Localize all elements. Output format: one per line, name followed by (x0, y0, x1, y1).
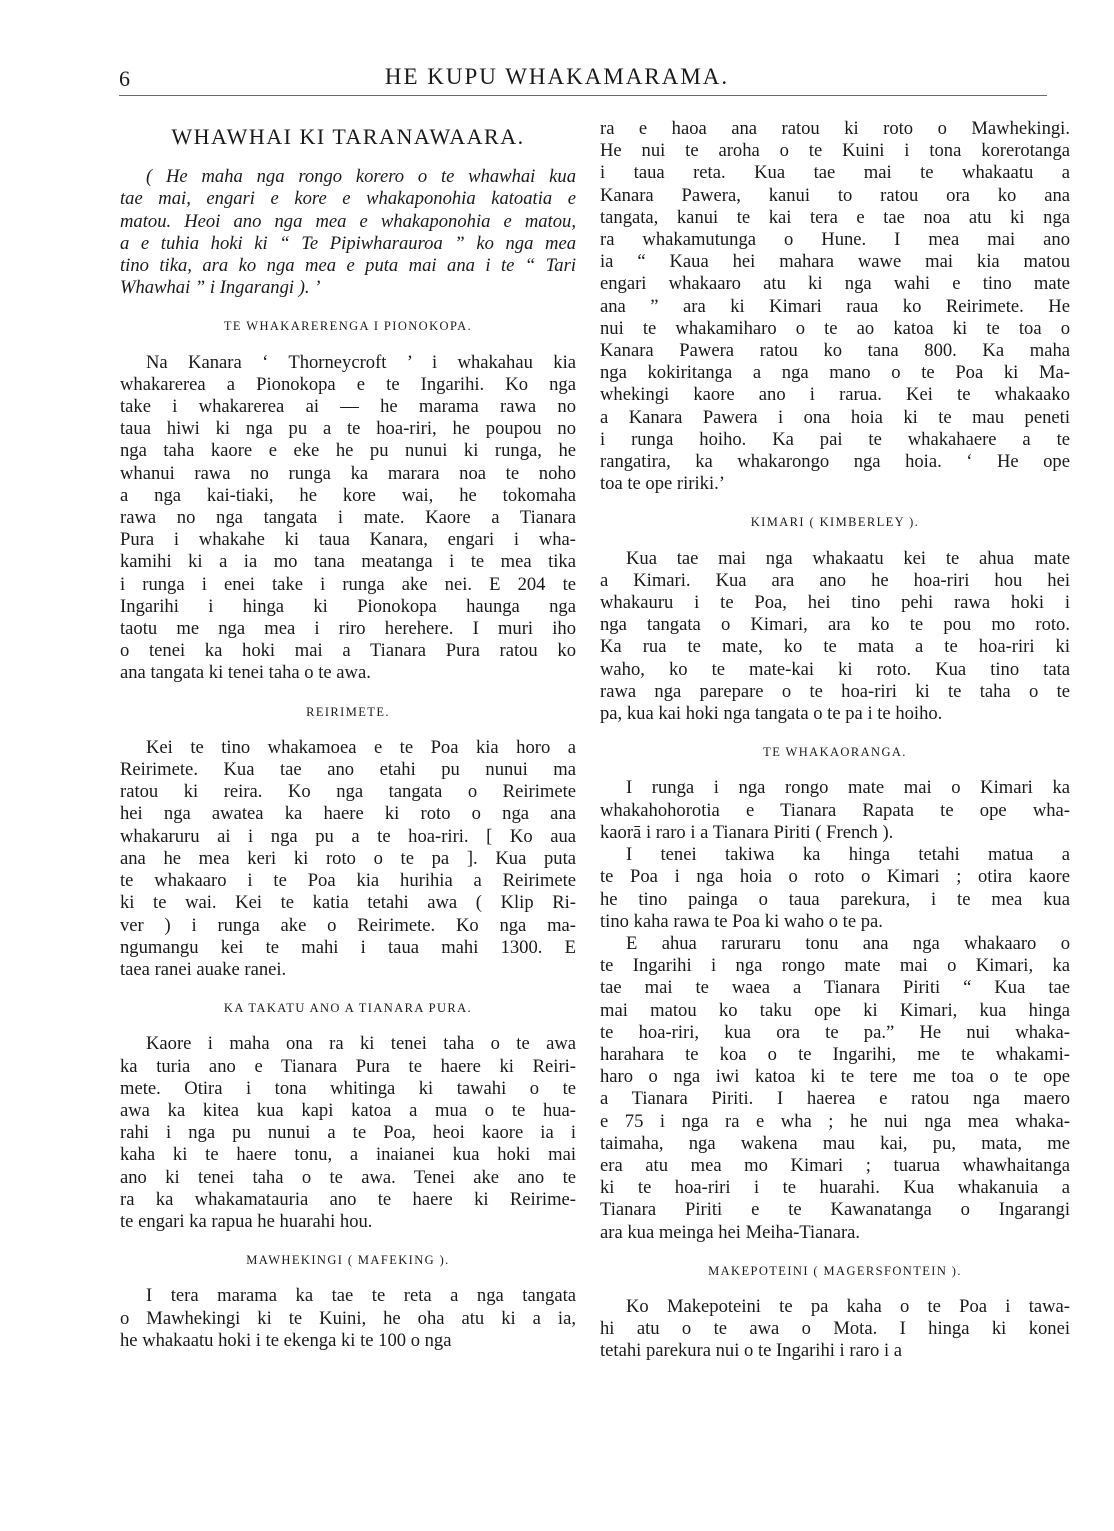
text-line: tae mai, engari e kore e whakaponohia katoatia e (120, 188, 576, 210)
text-line: harahara te koa o te Ingarihi, me te whakami- (600, 1043, 1070, 1065)
text-line: ra ka whakamatauria ano te haere ki Reirime- (120, 1188, 576, 1210)
text-line: Pura i whakahe ki taua Kanara, engari i wha- (120, 529, 576, 551)
text-line: rahi i nga pu nunui a te Poa, heoi kaore ia i (120, 1122, 576, 1144)
text-line: era atu mea mo Kimari ; tuarua whawhaitanga (600, 1154, 1070, 1176)
text-line: awa ka kitea kua kapi katoa a mua o te hua- (120, 1099, 576, 1121)
header-rule (119, 95, 1047, 96)
text-line: te engari ka rapua he huarahi hou. (120, 1210, 373, 1232)
section-heading: MAWHEKINGI ( MAFEKING ). (246, 1253, 450, 1268)
text-line: i taua reta. Kua tae mai te whakaatu a (600, 162, 1070, 184)
text-line: nga kokiritanga a nga mano o te Poa ki Ma- (600, 362, 1070, 384)
section-heading: TE WHAKAORANGA. (763, 745, 907, 760)
text-line: He nui te aroha o te Kuini i tona korerotanga (600, 140, 1070, 162)
text-line: ka turia ano e Tianara Pura te haere ki Reiri- (120, 1055, 576, 1077)
text-line: Kanara Pawera, kanui to ratou ora ko ana (600, 184, 1070, 206)
text-line: E ahua raruraru tonu ana nga whakaaro o (626, 932, 1070, 954)
paragraph (600, 548, 1070, 726)
text-line: pa, kua kai hoki nga tangata o te pa i te hoiho. (600, 703, 943, 725)
running-title: HE KUPU WHAKAMARAMA. (384, 64, 730, 89)
text-line: ver ) i runga ake o Reirimete. Ko nga ma- (120, 914, 576, 936)
paragraph (600, 844, 1070, 933)
text-line: ara kua meinga hei Meiha-Tianara. (600, 1221, 861, 1243)
text-line: he tino painga o taua parekura, i te mea kua (600, 888, 1070, 910)
text-line: rangatira, ka whakarongo nga hoia. ‘ He ope (600, 451, 1070, 473)
text-line: i runga hoiho. Ka pai te whakahaere a te (600, 428, 1070, 450)
text-line: Reirimete. Kua tae ano etahi pu nunui ma (120, 759, 576, 781)
text-line: te Poa i nga hoia o roto o Kimari ; otira kaore (600, 866, 1070, 888)
text-line: nga taha kaore e eke he pu nunui ki runga, he (120, 440, 576, 462)
text-line: whanui rawa no runga ka marara noa te noho (120, 462, 576, 484)
text-line: ngumangu kei te mahi i taua mahi 1300. E (120, 936, 576, 958)
paragraph (120, 737, 576, 981)
text-line: Tianara Piriti e te Kawanatanga o Ingarangi (600, 1199, 1070, 1221)
text-line: I tenei takiwa ka hinga tetahi matua a (626, 844, 1070, 866)
text-line: nui te whakamiharo o te ao katoa ki te toa o (600, 317, 1070, 339)
text-line: Ingarihi i hinga ki Pionokopa haunga nga (120, 595, 576, 617)
text-line: haro o nga iwi katoa ki te tere me toa o te ope (600, 1066, 1070, 1088)
paragraph (120, 1033, 576, 1233)
text-line: ra e haoa ana ratou ki roto o Mawhekingi. (600, 118, 1070, 139)
text-line: tangata, kanui te kai tera e tae noa atu ki nga (600, 206, 1070, 228)
text-line: ana he mea keri ki roto o te pa ]. Kua puta (120, 847, 576, 869)
text-line: whakaruru ai i nga pu a te hoa-riri. [ Ko aua (120, 825, 576, 847)
section-heading: KA TAKATU ANO A TIANARA PURA. (223, 1001, 473, 1016)
article-title: WHAWHAI KI TARANAWAARA. (171, 124, 525, 149)
text-line: tae mai te waea a Tianara Piriti “ Kua tae (600, 977, 1070, 999)
text-line: taimaha, nga wakena mau kai, pu, mata, me (600, 1132, 1070, 1154)
editorial-note (120, 166, 576, 299)
text-line: whekingi kaore ano i rarua. Kei te whakaako (600, 384, 1070, 406)
text-line: a e tuhia hoki ki “ Te Pipiwharauroa ” ko nga mea (120, 232, 576, 254)
text-line: taea ranei auake ranei. (120, 958, 287, 980)
text-line: hei nga awatea ka haere ki roto o nga ana (120, 803, 576, 825)
text-line: rawa nga parepare o te hoa-riri ki te taha o te (600, 680, 1070, 702)
text-line: mai matou ko taku ope ki Kimari, kua hinga (600, 999, 1070, 1021)
text-line: taua hiwi ki nga pu a te hoa-riri, he poupou no (120, 418, 576, 440)
text-line: te whakaaro i te Poa kia hurihia a Reirimete (120, 870, 576, 892)
paragraph (600, 777, 1070, 844)
text-line: a nga kai-tiaki, he kore wai, he tokomaha (120, 484, 576, 506)
text-line: tino tika, ara ko nga mea e puta mai ana i te “ Tari (120, 255, 576, 277)
text-line: hi atu o te awa o Mota. I hinga ki konei (600, 1318, 1070, 1340)
text-line: kamihi ki a ia mo tana meatanga i te mea tika (120, 551, 576, 573)
text-line: waho, ko te mate-kai ki roto. Kua tino tata (600, 658, 1070, 680)
text-line: o tenei ka hoki mai a Tianara Pura ratou ko (120, 640, 576, 662)
text-line: e 75 i nga ra e wha ; he nui nga mea whaka- (600, 1110, 1070, 1132)
text-line: I tera marama ka tae te reta a nga tangata (146, 1285, 576, 1307)
text-line: i runga i enei take i runga ake nei. E 204 te (120, 573, 576, 595)
section-heading: KIMARI ( KIMBERLEY ). (750, 515, 920, 530)
page-number: 6 (119, 66, 130, 91)
text-line: Na Kanara ‘ Thorneycroft ’ i whakahau kia (146, 351, 576, 373)
text-line: ana ” ara ki Kimari raua ko Reirimete. He (600, 295, 1070, 317)
text-line: Kaore i maha ona ra ki tenei taha o te awa (146, 1033, 576, 1055)
text-line: engari whakaaro atu ki nga wahi e tino mate (600, 273, 1070, 295)
text-line: toa te ope ririki.’ (600, 473, 725, 495)
text-line: Ko Makepoteini te pa kaha o te Poa i tawa- (626, 1295, 1070, 1317)
text-line: a Kimari. Kua ara ano he hoa-riri hou hei (600, 569, 1070, 591)
text-line: mete. Otira i tona whitinga ki tawahi o te (120, 1077, 576, 1099)
text-line: whakahohorotia e Tianara Rapata te ope wha- (600, 799, 1070, 821)
text-line: nga tangata o Kimari, ara ko te pou mo roto. (600, 614, 1070, 636)
text-line: ki te hoa-riri i te huarahi. Kua whakanuia a (600, 1177, 1070, 1199)
text-line: ano ki tenei taha o te awa. Tenei ake ano te (120, 1166, 576, 1188)
text-line: rawa no nga tangata i mate. Kaore a Tianara (120, 507, 576, 529)
text-line: tino kaha rawa te Poa ki waho o te pa. (600, 910, 883, 932)
text-line: ana tangata ki tenei taha o te awa. (120, 662, 371, 684)
text-line: tetahi parekura nui o te Ingarihi i raro i a (600, 1340, 903, 1362)
text-line: Kei te tino whakamoea e te Poa kia horo a (146, 736, 576, 758)
text-line: matou. Heoi ano nga mea e whakaponohia e matou, (120, 210, 576, 232)
paragraph (120, 352, 576, 685)
text-line: whakarerea a Pionokopa e te Ingarihi. Ko nga (120, 373, 576, 395)
paragraph (120, 1285, 576, 1352)
text-line: ra whakamutunga o Hune. I mea mai ano (600, 229, 1070, 251)
text-line: a Kanara Pawera i ona hoia ki te mau peneti (600, 406, 1070, 428)
paragraph (600, 118, 1070, 495)
section-heading: TE WHAKARERENGA I PIONOKOPA. (223, 319, 473, 334)
section-heading: MAKEPOTEINI ( MAGERSFONTEIN ). (708, 1263, 962, 1278)
text-line: Kanara Pawera ratou ko tana 800. Ka maha (600, 340, 1070, 362)
left-column (120, 118, 576, 1352)
text-line: Whawhai ” i Ingarangi ). ʼ (120, 277, 321, 299)
paragraph (600, 1296, 1070, 1363)
text-line: ( He maha nga rongo korero o te whawhai kua (146, 166, 576, 188)
text-line: ki te wai. Kei te katia tetahi awa ( Klip Ri- (120, 892, 576, 914)
text-line: ia “ Kaua hei mahara wawe mai kia matou (600, 251, 1070, 273)
text-line: te Ingarihi i nga rongo mate mai o Kimari, ka (600, 955, 1070, 977)
text-line: Kua tae mai nga whakaatu kei te ahua mate (626, 547, 1070, 569)
text-line: a Tianara Piriti. I haerea e ratou nga maero (600, 1088, 1070, 1110)
text-line: whakauru i te Poa, hei tino pehi rawa hoki i (600, 592, 1070, 614)
text-line: taotu me nga mea i riro herehere. I muri iho (120, 618, 576, 640)
text-line: take i whakarerea ai — he marama rawa no (120, 396, 576, 418)
paragraph (600, 933, 1070, 1244)
text-line: I runga i nga rongo mate mai o Kimari ka (626, 777, 1070, 799)
text-line: ratou ki reira. Ko nga tangata o Reirimete (120, 781, 576, 803)
text-line: kaha ki te haere tonu, a inaianei kua hoki mai (120, 1144, 576, 1166)
text-line: Ka rua te mate, ko te mata a te hoa-riri ki (600, 636, 1070, 658)
text-line: he whakaatu hoki i te ekenga ki te 100 o nga (120, 1329, 452, 1351)
text-line: kaorā i raro i a Tianara Piriti ( French ). (600, 821, 894, 843)
right-column (600, 118, 1070, 1363)
text-line: o Mawhekingi ki te Kuini, he oha atu ki a ia, (120, 1307, 576, 1329)
section-heading: REIRIMETE. (306, 704, 390, 719)
text-line: te hoa-riri, kua ora te pa.” He nui whaka- (600, 1021, 1070, 1043)
